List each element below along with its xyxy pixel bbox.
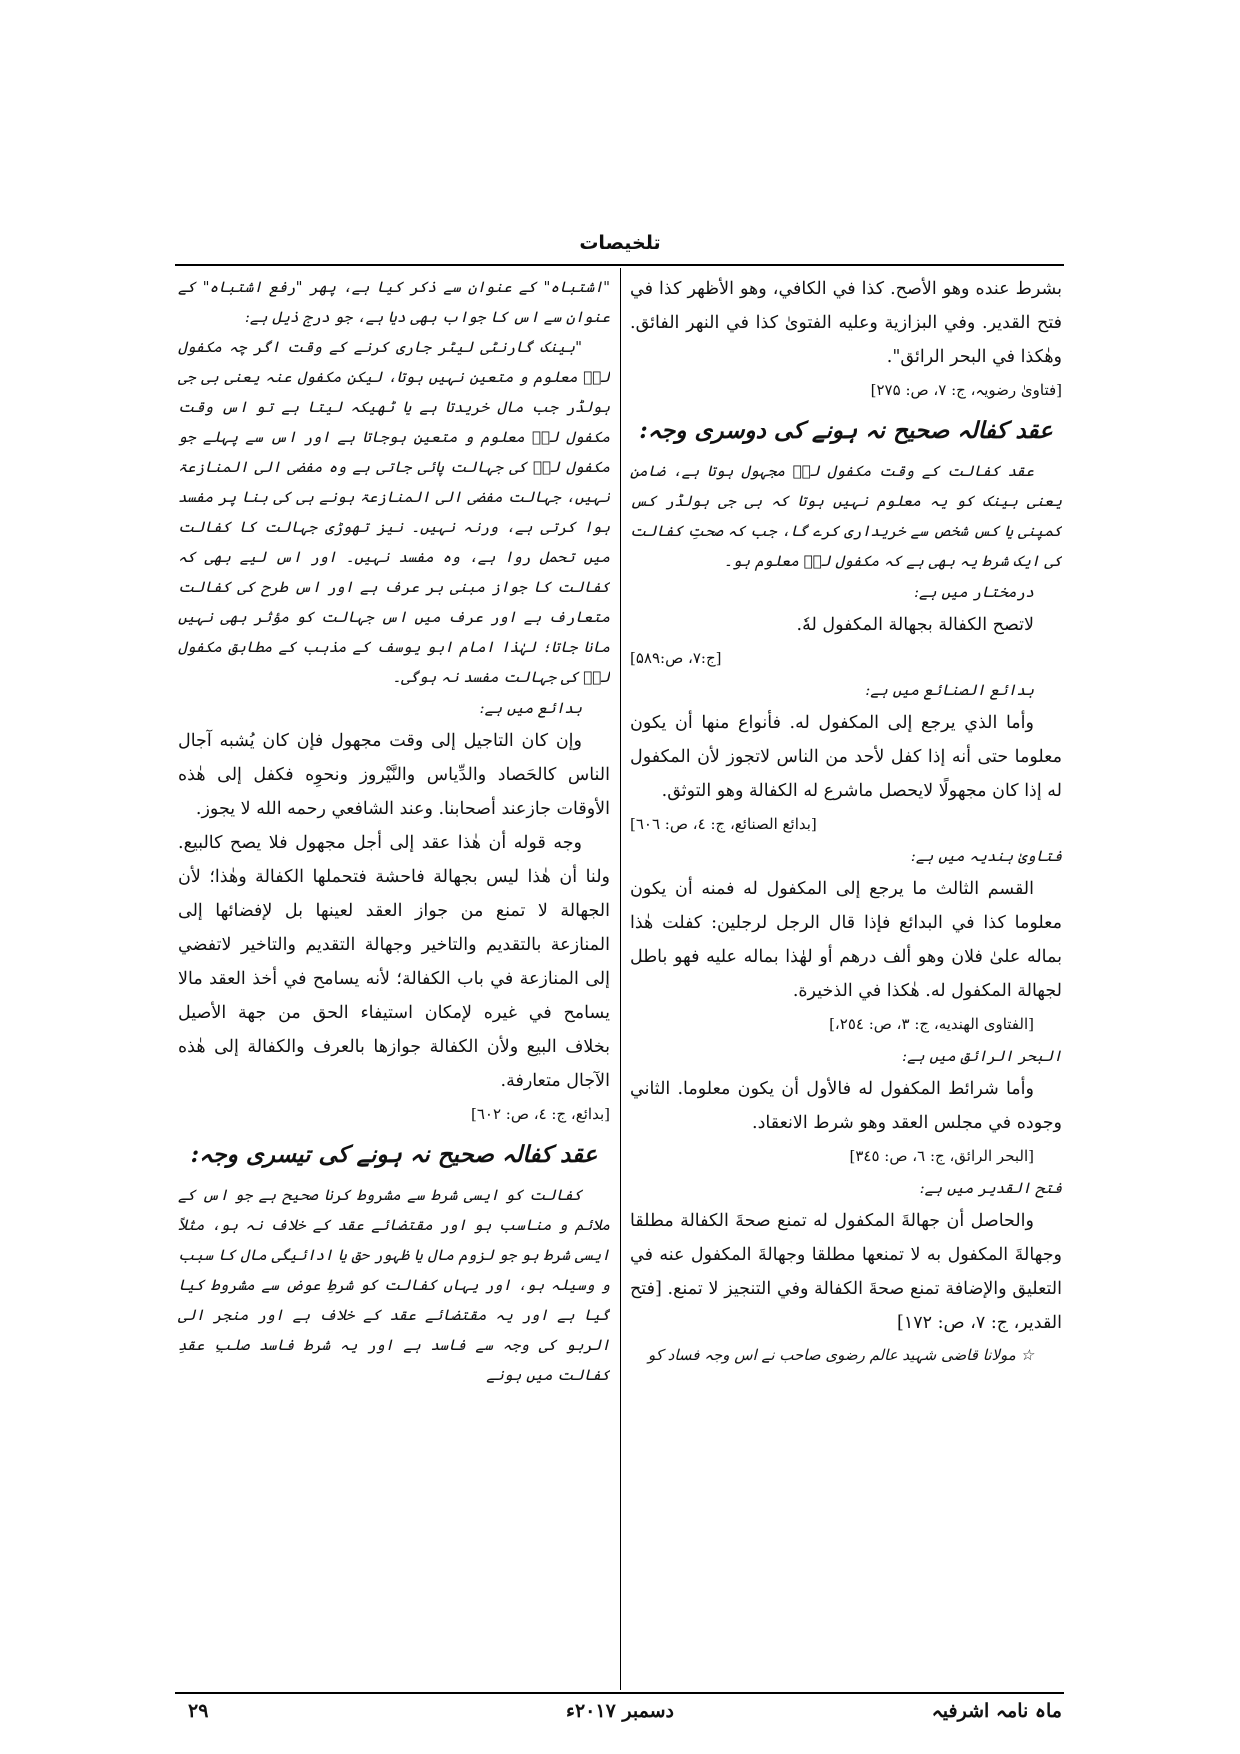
text-block: بشرط عنده وهو الأصح. كذا في الكافي، وهو الأظهر كذا في فتح القدير. وفي البزازية وعليه الفتوىٰ كذا في النهر الفائق. وهٰكذا في البحر الرائق". — [630, 279, 1062, 367]
quote-block: وإن كان التاجيل إلى وقت مجهول فإن كان يُشبه آجال الناس كالحَصاد والدِّياس والنَّيْروز ونحوِه فكفل إلى هٰذه الأوقات جازعند أصحابنا. وعند الشافعي رحمه الله لا يجوز. — [178, 731, 610, 819]
source-label: البحر الرائق میں ہے: — [902, 1047, 1062, 1065]
source-label: بدائع میں ہے: — [479, 699, 582, 717]
source-label: فتاویٰ ہندیہ میں ہے: — [910, 847, 1062, 865]
reference: [ج:۷، ص:۵۸۹] — [630, 649, 722, 667]
reference: [فتاویٰ رضویہ، ج: ۷، ص: ۲۷۵] — [870, 381, 1062, 399]
header-title: تلخیصات — [579, 232, 661, 254]
section-heading: عقد کفالہ صحیح نہ ہونے کی تیسری وجہ: — [190, 1141, 598, 1168]
reference: [البحر الرائق، ج: ٦، ص: ٣٤٥] — [849, 1147, 1034, 1165]
quote-block: لاتصح الكفالة بجهالة المكفول لهٗ. — [796, 615, 1034, 635]
quote-block: والحاصل أن جهالةَ المكفول له تمنع صحةَ الكفالة مطلقا وجهالةَ المكفول به لا تمنعها مطلقا وجهالةَ المكفول عنه في التعليق والإضافة تمنع صحةَ الكفالة وفي التنجيز لا تمنع. [فتح القدير، ج: ٧، ص: ١٧٢] — [630, 1211, 1062, 1333]
text-block: ☆ مولانا قاضی شہید عالم رضوی صاحب نے اس وجہ فساد کو — [647, 1346, 1034, 1364]
text-block: "بینک گارنٹی لیٹر جاری کرنے کے وقت اگر چہ مکفول لہٗ معلوم و متعین نہیں ہوتا، لیکن مکفول عنہ یعنی بی جی ہولڈر جب مال خریدتا ہے یا ٹھیکہ لیتا ہے تو اس وقت مکفول لہٗ معلوم و متعین ہوجاتا ہے اور اس سے پہلے جو مکفول لہٗ کی جہالت پائی جاتی ہے وہ مفضی الی المنازعۃ نہیں، جہالت مفضی الی المنازعۃ ہونے ہی کی بنا پر مفسد ہوا کرتی ہے، ورنہ نہیں۔ نیز تھوڑی جہالت کا کفالت میں تحمل روا ہے، وہ مفسد نہیں۔ اور اس لیے بھی کہ کفالت کا جواز مبنی بر عرف ہے اور اس طرح کی کفالت متعارف ہے اور عرف میں اس جہالت کو مؤثر بھی نہیں مانا جاتا؛ لہٰذا امام ابو یوسف کے مذہب کے مطابق مکفول لہٗ کی جہالت مفسد نہ ہوگی۔ — [178, 338, 610, 686]
section-heading: عقد کفالہ صحیح نہ ہونے کی دوسری وجہ: — [639, 417, 1053, 444]
text-block: کفالت کو ایسی شرط سے مشروط کرنا صحیح ہے جو اس کے ملائم و مناسب ہو اور مقتضائے عقد کے خلاف نہ ہو، مثلاً ایسی شرط ہو جو لزوم مال یا ظہور حق یا ادائیگی مال کا سبب و وسیلہ ہو، اور یہاں کفالت کو شرطِ عوض سے مشروط کیا گیا ہے اور یہ مقتضائے عقد کے خلاف ہے اور منجر الی الربو کی وجہ سے فاسد ہے اور یہ شرط فاسد صلبِ عقدِ کفالت میں ہونے — [178, 1186, 610, 1384]
page-number: ۲۹ — [188, 1700, 209, 1722]
footer-magazine-name: ماہ نامہ اشرفیہ — [931, 1700, 1062, 1722]
footer-rule — [175, 1692, 1064, 1694]
reference: [بدائع الصنائع، ج: ٤، ص: ٦٠٦] — [630, 815, 817, 833]
source-label: درمختار میں ہے: — [913, 583, 1034, 601]
header-rule — [175, 264, 1064, 266]
text-block: عقد کفالت کے وقت مکفول لہٗ مجہول ہوتا ہے، ضامن یعنی بینک کو یہ معلوم نہیں ہوتا کہ بی جی ہولڈر کس کمپنی یا کس شخص سے خریداری کرے گا، جب کہ صحتِ کفالت کی ایک شرط یہ بھی ہے کہ مکفول لہٗ معلوم ہو۔ — [630, 462, 1062, 570]
quote-block: القسم الثالث ما يرجع إلى المكفول له فمنه أن يكون معلوما كذا في البدائع فإذا قال الرجل لرجلين: كفلت هٰذا بماله علىٰ فلان وهو ألف درهم أو لهٰذا بماله عليه فهو باطل لجهالة المكفول له. هٰكذا في الذخيرة. — [630, 879, 1062, 1001]
reference: [بدائع، ج: ٤، ص: ٦٠٢] — [470, 1105, 610, 1123]
source-label: بدائع الصنائع میں ہے: — [865, 681, 1034, 699]
quote-block: وجه قوله أن هٰذا عقد إلى أجل مجهول فلا يصح كالبيع. ولنا أن هٰذا ليس بجهالة فاحشة فتحملها الكفالة وهٰذا؛ لأن الجهالة لا تمنع من جواز العقد لعينها بل لإفضائها إلى المنازعة بالتقديم والتاخير وجهالة التقديم والتاخير لاتفضي إلى المنازعة في باب الكفالة؛ لأنه يسامح في أخذ العقد مالا يسامح في غيره لإمكان استيفاء الحق من جهة الأصيل بخلاف البيع ولأن الكفالة جوازها بالعرف والكفالة إلى هٰذه الآجال متعارفة. — [178, 833, 610, 1091]
quote-block: وأما الذي يرجع إلى المكفول له. فأنواع منها أن يكون معلوما حتى أنه إذا كفل لأحد من الناس لاتجوز لأن المكفول له إذا كان مجهولًا لايحصل ماشرع له الكفالة وهو التوثق. — [630, 713, 1062, 801]
reference: [الفتاوی الهندیه، ج: ٣، ص: ٢٥٤،] — [829, 1015, 1034, 1033]
source-label: فتح القدیر میں ہے: — [919, 1179, 1062, 1197]
right-column — [630, 272, 1062, 1684]
column-divider — [620, 268, 621, 1690]
quote-block: وأما شرائط المكفول له فالأول أن يكون معلوما. الثاني وجوده في مجلس العقد وهو شرط الانعقاد. — [630, 1079, 1062, 1133]
text-block: "اشتباہ" کے عنوان سے ذکر کیا ہے، پھر "رفع اشتباہ" کے عنوان سے اس کا جواب بھی دیا ہے، جو درج ذیل ہے: — [178, 278, 610, 326]
left-column — [178, 272, 610, 1684]
footer-date: دسمبر ۲۰۱۷ء — [566, 1700, 674, 1722]
